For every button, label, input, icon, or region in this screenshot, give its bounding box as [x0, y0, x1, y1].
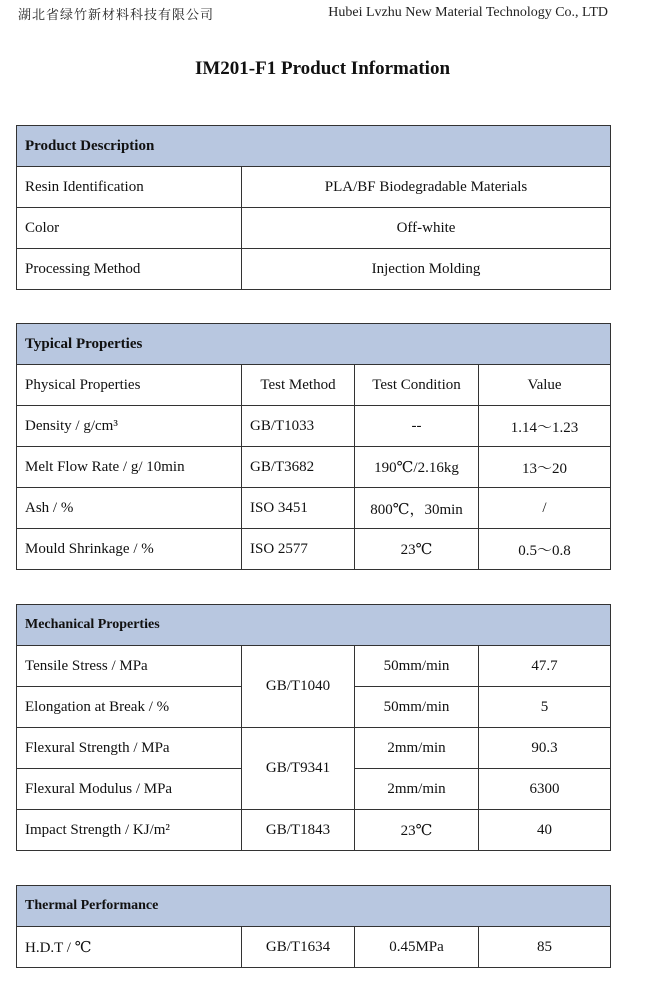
- table-row: [17, 810, 611, 851]
- property-cell: Impact Strength / KJ/m²: [17, 810, 242, 851]
- value-cell: 40: [479, 810, 611, 851]
- row-label: Processing Method: [17, 249, 242, 290]
- table-row: [17, 646, 611, 687]
- table-row: [17, 249, 611, 290]
- table-row: [17, 447, 611, 488]
- column-header: Test Condition: [355, 365, 479, 406]
- method-cell: ISO 3451: [242, 488, 355, 529]
- property-cell: Flexural Modulus / MPa: [17, 769, 242, 810]
- section-heading: Mechanical Properties: [17, 605, 611, 646]
- value-cell: 13～20: [479, 447, 611, 488]
- table-row: [17, 927, 611, 968]
- value-cell: 85: [479, 927, 611, 968]
- company-name-english: Hubei Lvzhu New Material Technology Co., LTD: [328, 5, 608, 20]
- property-cell: H.D.T / ℃: [17, 927, 242, 968]
- typical-properties-table: [16, 323, 611, 570]
- value-cell: /: [479, 488, 611, 529]
- condition-cell: 2mm/min: [355, 728, 479, 769]
- column-header-row: [17, 365, 611, 406]
- value-cell: 6300: [479, 769, 611, 810]
- property-cell: Flexural Strength / MPa: [17, 728, 242, 769]
- column-header: Test Method: [242, 365, 355, 406]
- value-cell: 5: [479, 687, 611, 728]
- table-row: [17, 488, 611, 529]
- page-title: IM201-F1 Product Information: [194, 58, 451, 79]
- table-row: [17, 406, 611, 447]
- condition-cell: 800℃，30min: [355, 488, 479, 529]
- method-cell: GB/T1033: [242, 406, 355, 447]
- method-cell: GB/T9341: [242, 728, 355, 810]
- section-heading: Product Description: [17, 126, 611, 167]
- property-cell: Density / g/cm³: [17, 406, 242, 447]
- method-cell: GB/T1634: [242, 927, 355, 968]
- table-row: [17, 208, 611, 249]
- table-row: [17, 529, 611, 570]
- method-cell: GB/T1040: [242, 646, 355, 728]
- condition-cell: 23℃: [355, 529, 479, 570]
- condition-cell: 190℃/2.16kg: [355, 447, 479, 488]
- condition-cell: 23℃: [355, 810, 479, 851]
- method-cell: GB/T1843: [242, 810, 355, 851]
- method-cell: GB/T3682: [242, 447, 355, 488]
- row-value: PLA/BF Biodegradable Materials: [242, 167, 611, 208]
- value-cell: 1.14～1.23: [479, 406, 611, 447]
- property-cell: Melt Flow Rate / g/ 10min: [17, 447, 242, 488]
- row-label: Color: [17, 208, 242, 249]
- column-header: Value: [479, 365, 611, 406]
- property-cell: Elongation at Break / %: [17, 687, 242, 728]
- property-cell: Tensile Stress / MPa: [17, 646, 242, 687]
- thermal-performance-table: [16, 885, 611, 968]
- method-cell: ISO 2577: [242, 529, 355, 570]
- company-name-chinese: 湖北省绿竹新材料科技有限公司: [18, 8, 215, 23]
- condition-cell: 50mm/min: [355, 646, 479, 687]
- row-label: Resin Identification: [17, 167, 242, 208]
- table-row: [17, 167, 611, 208]
- row-value: Off-white: [242, 208, 611, 249]
- condition-cell: 50mm/min: [355, 687, 479, 728]
- value-cell: 90.3: [479, 728, 611, 769]
- condition-cell: 0.45MPa: [355, 927, 479, 968]
- property-cell: Mould Shrinkage / %: [17, 529, 242, 570]
- row-value: Injection Molding: [242, 249, 611, 290]
- condition-cell: 2mm/min: [355, 769, 479, 810]
- column-header: Physical Properties: [17, 365, 242, 406]
- value-cell: 0.5～0.8: [479, 529, 611, 570]
- mechanical-properties-table: [16, 604, 611, 851]
- condition-cell: --: [355, 406, 479, 447]
- value-cell: 47.7: [479, 646, 611, 687]
- table-row: [17, 728, 611, 769]
- section-heading: Typical Properties: [17, 324, 611, 365]
- section-heading: Thermal Performance: [17, 886, 611, 927]
- product-description-table: [16, 125, 611, 290]
- property-cell: Ash / %: [17, 488, 242, 529]
